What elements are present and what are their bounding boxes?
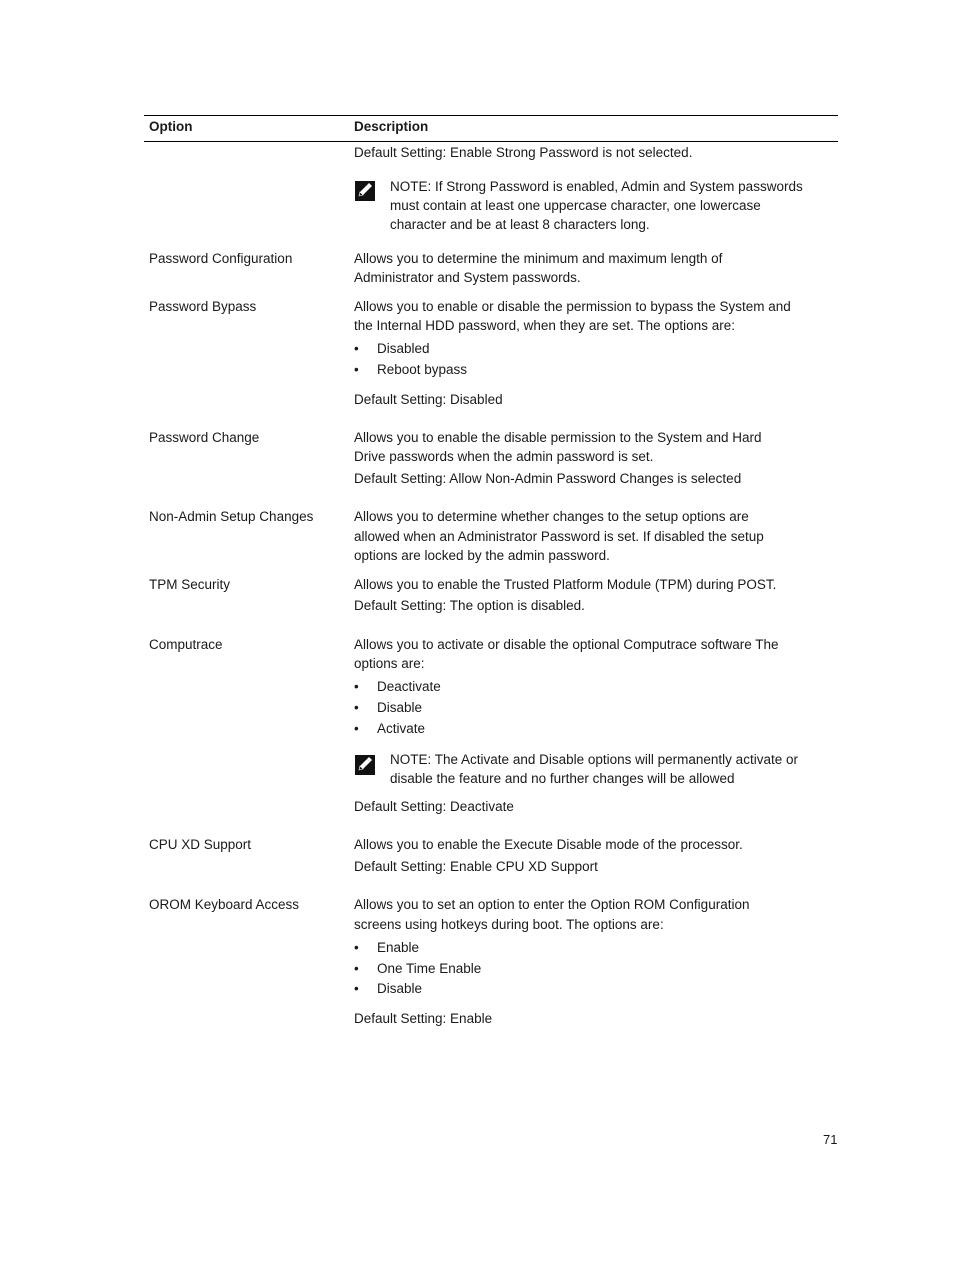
row-text: Administrator and System passwords. xyxy=(354,270,581,285)
default-setting: Default Setting: The option is disabled. xyxy=(354,598,585,613)
page-number: 71 xyxy=(823,1132,838,1147)
row-text: screens using hotkeys during boot. The options are: xyxy=(354,917,664,932)
note-label: NOTE: xyxy=(390,179,432,194)
header-option: Option xyxy=(149,119,193,134)
option-name: OROM Keyboard Access xyxy=(149,897,300,912)
row-text: Allows you to activate or disable the optional Computrace software The xyxy=(354,637,779,652)
list-item: Disable xyxy=(377,700,423,715)
default-setting: Default Setting: Enable CPU XD Support xyxy=(354,859,598,874)
row-text: Default Setting: Enable Strong Password is not selected. xyxy=(354,145,693,160)
row-text: Allows you to enable or disable the permission to bypass the System and xyxy=(354,299,791,314)
note-line: NOTE: If Strong Password is enabled, Admin and System passwords xyxy=(390,179,803,194)
option-name: Non-Admin Setup Changes xyxy=(149,509,314,524)
default-setting: Default Setting: Allow Non-Admin Password Changes is selected xyxy=(354,471,742,486)
option-name: Password Change xyxy=(149,430,260,445)
list-item: Enable xyxy=(377,940,420,955)
row-text: options are locked by the admin password. xyxy=(354,548,610,563)
list-item: Deactivate xyxy=(377,679,441,694)
row-text: Allows you to enable the Trusted Platform Module (TPM) during POST. xyxy=(354,577,777,592)
list-item: Disabled xyxy=(377,341,430,356)
bullet-icon: • xyxy=(354,362,359,377)
bullet-icon: • xyxy=(354,961,359,976)
row-text: Allows you to set an option to enter the Option ROM Configuration xyxy=(354,897,750,912)
option-name: TPM Security xyxy=(149,577,231,592)
bullet-icon: • xyxy=(354,721,359,736)
list-item: Disable xyxy=(377,981,423,996)
row-text: Allows you to enable the Execute Disable mode of the processor. xyxy=(354,837,743,852)
bullet-icon: • xyxy=(354,940,359,955)
row-text: options are: xyxy=(354,656,425,671)
default-setting: Default Setting: Disabled xyxy=(354,392,503,407)
bullet-icon: • xyxy=(354,341,359,356)
option-name: Password Configuration xyxy=(149,251,293,266)
table-header xyxy=(144,115,838,142)
row-text: Allows you to enable the disable permission to the System and Hard xyxy=(354,430,762,445)
row-text: Allows you to determine the minimum and maximum length of xyxy=(354,251,723,266)
bullet-icon: • xyxy=(354,700,359,715)
row-text: Allows you to determine whether changes to the setup options are xyxy=(354,509,749,524)
note-line: NOTE: The Activate and Disable options will permanently activate or xyxy=(390,752,798,767)
row-text: allowed when an Administrator Password is set. If disabled the setup xyxy=(354,529,764,544)
header-description: Description xyxy=(354,119,429,134)
bullet-icon: • xyxy=(354,981,359,996)
default-setting: Default Setting: Enable xyxy=(354,1011,493,1026)
note-line: disable the feature and no further changes will be allowed xyxy=(390,771,735,786)
list-item: One Time Enable xyxy=(377,961,482,976)
bullet-icon: • xyxy=(354,679,359,694)
option-name: Computrace xyxy=(149,637,223,652)
row-text: the Internal HDD password, when they are set. The options are: xyxy=(354,318,735,333)
list-item: Reboot bypass xyxy=(377,362,468,377)
option-name: Password Bypass xyxy=(149,299,257,314)
option-name: CPU XD Support xyxy=(149,837,252,852)
note-label: NOTE: xyxy=(390,752,432,767)
default-setting: Default Setting: Deactivate xyxy=(354,799,514,814)
row-text: Drive passwords when the admin password is set. xyxy=(354,449,654,464)
note-pencil-icon xyxy=(355,755,375,775)
note-line: character and be at least 8 characters long. xyxy=(390,217,650,232)
note-pencil-icon xyxy=(355,181,375,201)
list-item: Activate xyxy=(377,721,426,736)
note-line: must contain at least one uppercase character, one lowercase xyxy=(390,198,761,213)
